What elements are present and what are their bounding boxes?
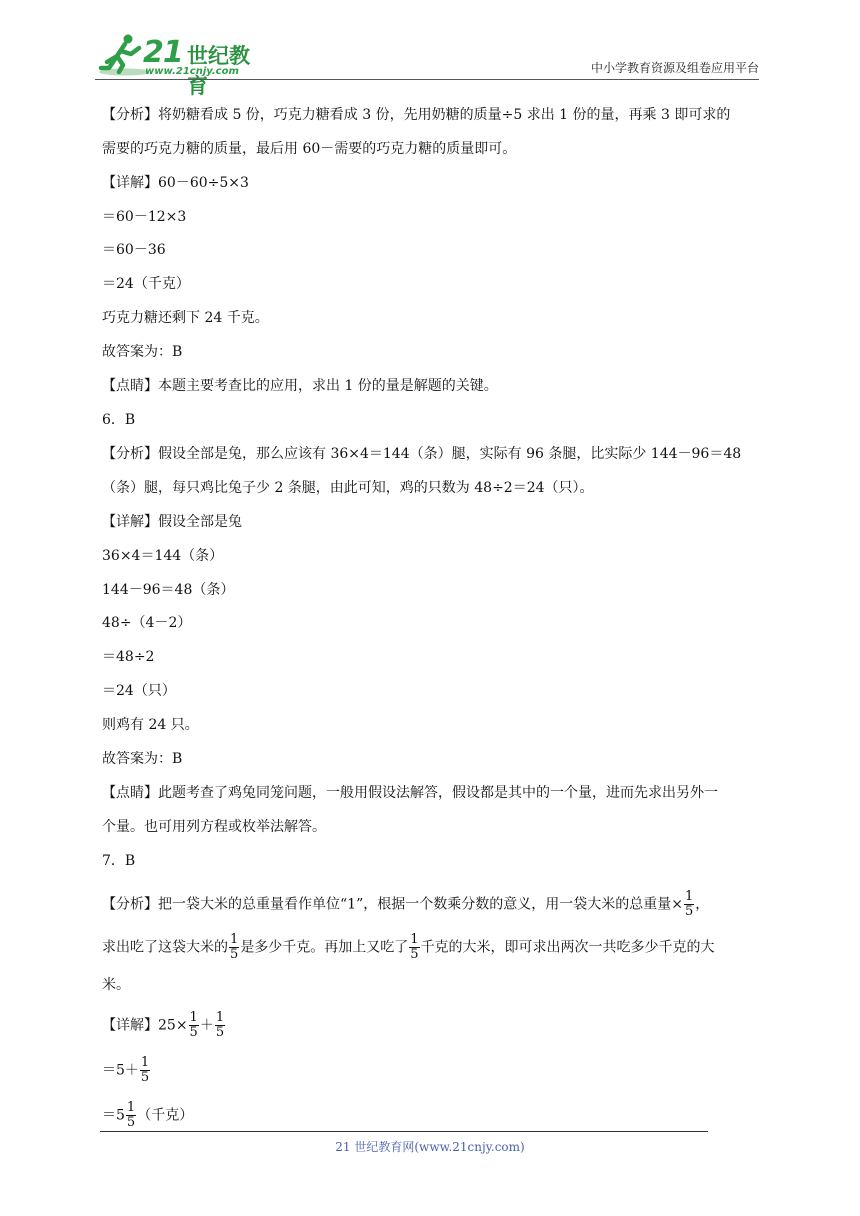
text-line: 【详解】假设全部是兔 <box>102 514 242 530</box>
fraction-numerator: 1 <box>140 1055 150 1070</box>
runner-logo-icon <box>95 32 149 78</box>
text-line <box>102 890 709 919</box>
platform-title: 中小学教育资源及组卷应用平台 <box>590 61 759 75</box>
fraction-denominator: 5 <box>215 1025 225 1040</box>
fraction-denominator: 5 <box>189 1025 198 1040</box>
text-segment: ＋ <box>199 1017 214 1034</box>
fraction-numerator: 1 <box>126 1100 136 1115</box>
text-line: ＝60－36 <box>102 242 166 258</box>
text-line: 【详解】60－60÷5×3 <box>102 175 249 191</box>
text-line: ＝60－12×3 <box>102 209 187 225</box>
text-line: 48÷（4－2） <box>102 615 192 631</box>
text-line: 【点睛】本题主要考查比的应用，求出 1 份的量是解题的关键。 <box>102 378 498 394</box>
text-line <box>102 1056 151 1085</box>
text-line <box>102 1101 193 1130</box>
fraction <box>140 1056 150 1085</box>
fraction-denominator: 5 <box>140 1070 150 1085</box>
fraction-numerator: 1 <box>684 889 694 904</box>
text-segment: 求出吃了这袋大米的 <box>102 939 228 956</box>
page-footer: 21 世纪教育网(www.21cnjy.com) <box>335 1140 525 1154</box>
footer-divider <box>100 1131 708 1132</box>
text-line: 个量。也可用列方程或枚举法解答。 <box>102 819 326 835</box>
text-line: 故答案为：B <box>102 751 183 767</box>
fraction-numerator: 1 <box>215 1010 225 1025</box>
site-logo <box>95 32 265 98</box>
page-header <box>95 32 759 98</box>
fraction-numerator: 1 <box>230 932 239 947</box>
text-line: ＝24（千克） <box>102 276 190 292</box>
logo-number: 21 <box>143 35 183 70</box>
text-segment: 千克的大米，即可求出两次一共吃多少千克的大 <box>420 939 715 956</box>
text-line: 【点睛】此题考查了鸡兔同笼问题，一般用假设法解答，假设都是其中的一个量，进而先求出另外一 <box>102 785 718 801</box>
fraction <box>215 1011 225 1040</box>
text-segment: ＝5 <box>102 1107 125 1124</box>
fraction-denominator: 5 <box>410 947 419 962</box>
text-line <box>102 933 715 962</box>
text-line: ＝48÷2 <box>102 649 155 665</box>
question-number: 7．B <box>102 853 136 869</box>
text-line: 则鸡有 24 只。 <box>102 717 199 733</box>
fraction <box>409 933 419 962</box>
text-line: 144－96＝48（条） <box>102 582 235 598</box>
fraction-denominator: 5 <box>126 1115 136 1130</box>
logo-url: www.21cnjy.com <box>145 66 239 77</box>
fraction-denominator: 5 <box>230 947 239 962</box>
text-line: ＝24（只） <box>102 683 176 699</box>
text-line: 36×4＝144（条） <box>102 548 224 564</box>
text-line: 【分析】将奶糖看成 5 份，巧克力糖看成 3 份，先用奶糖的质量÷5 求出 1 份的量，再乘 3 即可求的 <box>102 107 731 123</box>
text-line: 故答案为：B <box>102 344 183 360</box>
fraction <box>189 1011 199 1040</box>
text-line: （条）腿，每只鸡比兔子少 2 条腿，由此可知，鸡的只数为 48÷2＝24（只）。 <box>102 480 594 496</box>
fraction-numerator: 1 <box>410 932 419 947</box>
header-divider <box>95 79 759 80</box>
text-line: 需要的巧克力糖的质量，最后用 60－需要的巧克力糖的质量即可。 <box>102 141 517 157</box>
fraction <box>126 1101 136 1130</box>
logo-text: 世纪教育 <box>187 44 250 98</box>
question-number: 6．B <box>102 412 136 428</box>
text-segment: 【分析】把一袋大米的总重量看作单位“1”，根据一个数乘分数的意义，用一袋大米的总重量× <box>102 896 683 913</box>
text-line <box>102 1011 226 1040</box>
text-segment: 是多少千克。再加上又吃了 <box>240 939 409 956</box>
text-line: 巧克力糖还剩下 24 千克。 <box>102 310 269 326</box>
fraction <box>684 890 694 919</box>
text-segment: 【详解】25× <box>102 1017 188 1034</box>
text-line: 米。 <box>102 977 130 993</box>
fraction-denominator: 5 <box>684 904 694 919</box>
fraction-numerator: 1 <box>189 1010 198 1025</box>
text-segment: ＝5＋ <box>102 1062 139 1079</box>
fraction <box>229 933 239 962</box>
text-segment: （千克） <box>137 1107 194 1124</box>
text-segment: ， <box>695 896 710 913</box>
text-line: 【分析】假设全部是兔，那么应该有 36×4＝144（条）腿，实际有 96 条腿，比实际少 144－96＝48 <box>102 446 742 462</box>
